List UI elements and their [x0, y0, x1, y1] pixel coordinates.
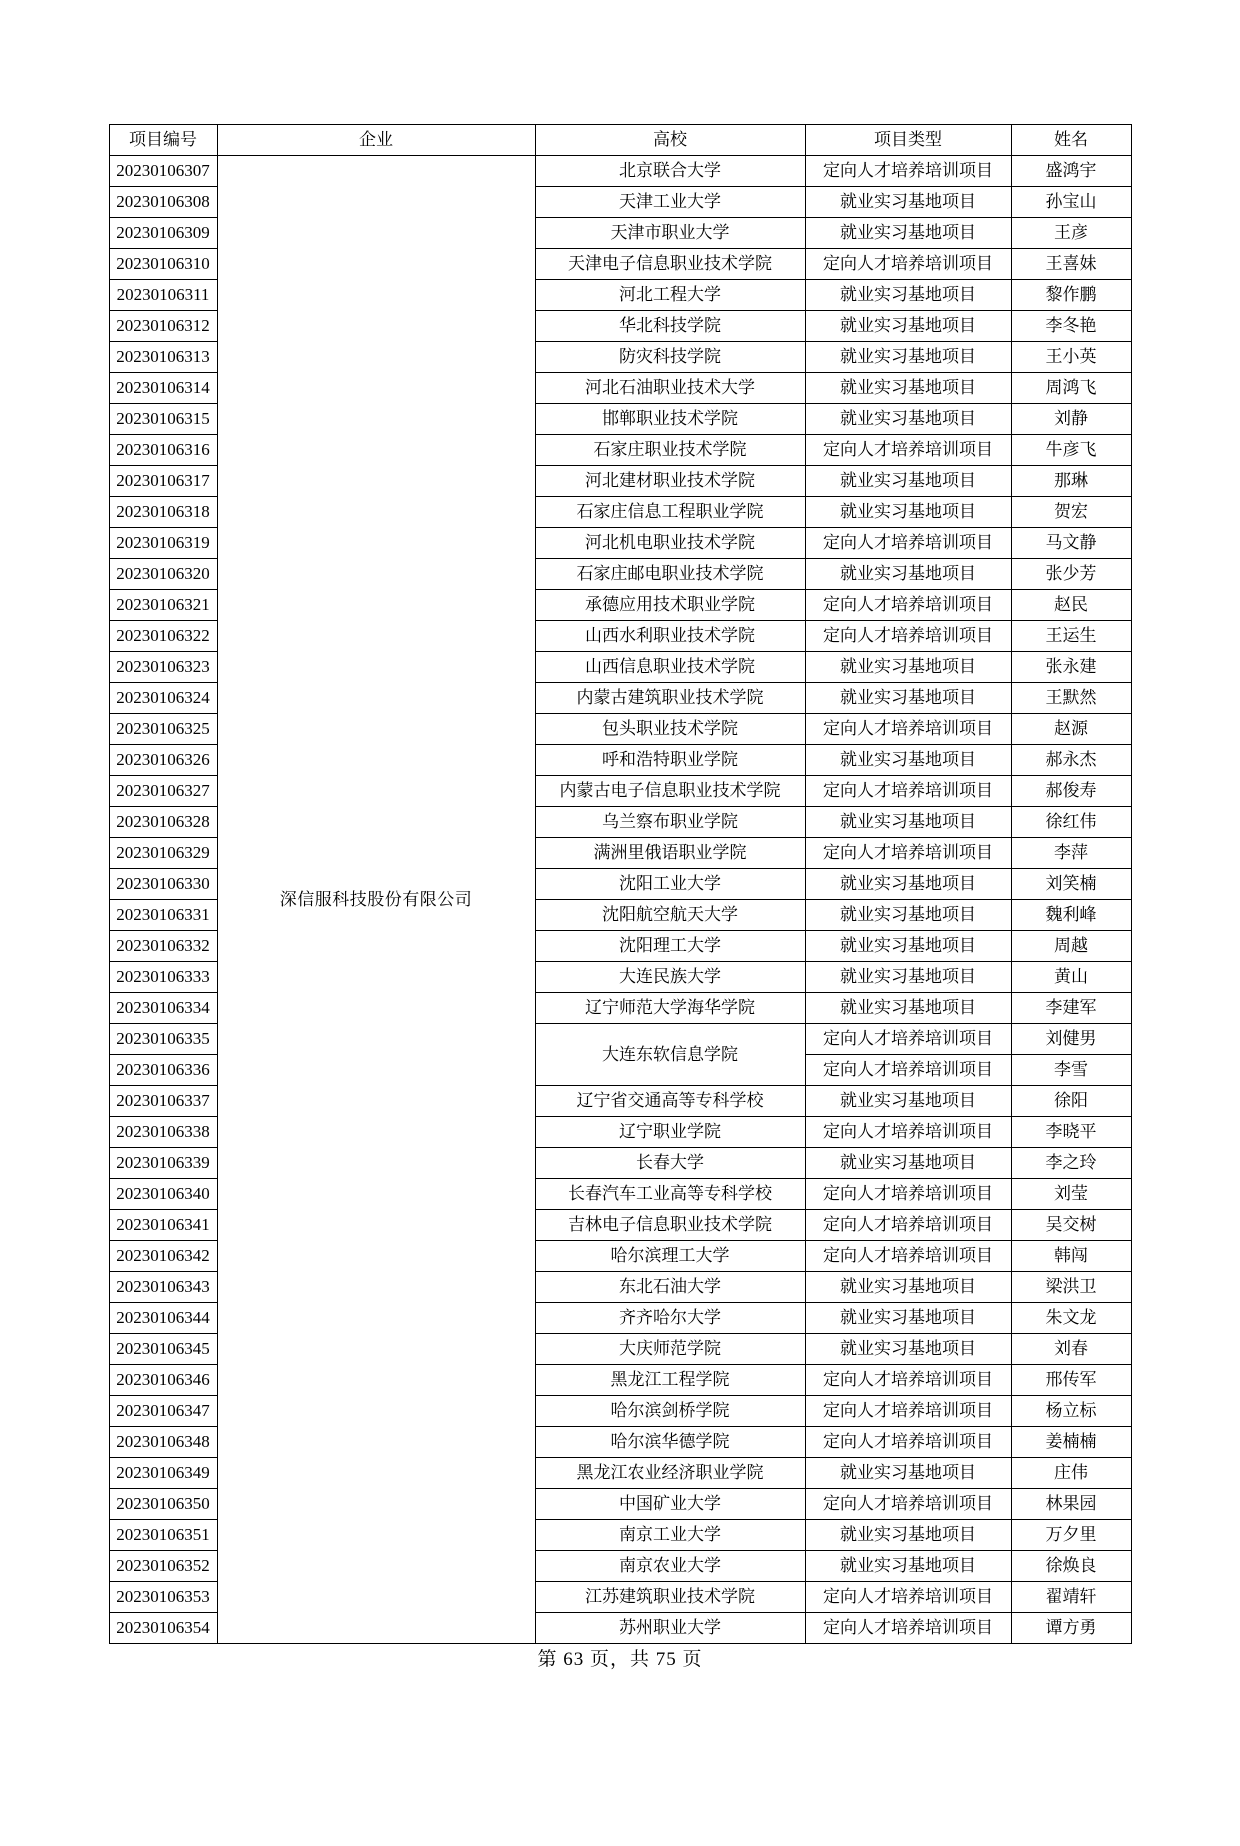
cell-person-name: 孙宝山 [1011, 187, 1131, 218]
cell-person-name: 邢传军 [1011, 1365, 1131, 1396]
cell-school: 河北机电职业技术学院 [535, 528, 805, 559]
cell-school: 哈尔滨华德学院 [535, 1427, 805, 1458]
cell-project-id: 20230106320 [109, 559, 217, 590]
cell-project-id: 20230106345 [109, 1334, 217, 1365]
cell-project-id: 20230106331 [109, 900, 217, 931]
cell-school: 华北科技学院 [535, 311, 805, 342]
cell-project-type: 定向人才培养培训项目 [805, 1365, 1011, 1396]
cell-school: 苏州职业大学 [535, 1613, 805, 1644]
cell-person-name: 黄山 [1011, 962, 1131, 993]
cell-school: 沈阳航空航天大学 [535, 900, 805, 931]
cell-project-id: 20230106317 [109, 466, 217, 497]
cell-person-name: 张永建 [1011, 652, 1131, 683]
cell-person-name: 张少芳 [1011, 559, 1131, 590]
cell-project-id: 20230106324 [109, 683, 217, 714]
cell-person-name: 盛鸿宇 [1011, 156, 1131, 187]
cell-school: 大连民族大学 [535, 962, 805, 993]
cell-person-name: 李雪 [1011, 1055, 1131, 1086]
cell-person-name: 郝俊寿 [1011, 776, 1131, 807]
cell-person-name: 谭方勇 [1011, 1613, 1131, 1644]
cell-school: 长春汽车工业高等专科学校 [535, 1179, 805, 1210]
cell-project-type: 定向人才培养培训项目 [805, 156, 1011, 187]
cell-school: 大连东软信息学院 [535, 1024, 805, 1086]
cell-school: 邯郸职业技术学院 [535, 404, 805, 435]
cell-project-id: 20230106351 [109, 1520, 217, 1551]
cell-person-name: 王小英 [1011, 342, 1131, 373]
page-footer: 第 63 页，共 75 页 [537, 1649, 703, 1670]
cell-project-id: 20230106347 [109, 1396, 217, 1427]
column-header-school: 高校 [535, 125, 805, 156]
cell-project-id: 20230106314 [109, 373, 217, 404]
cell-project-id: 20230106316 [109, 435, 217, 466]
cell-project-type: 就业实习基地项目 [805, 559, 1011, 590]
cell-project-id: 20230106311 [109, 280, 217, 311]
cell-project-type: 就业实习基地项目 [805, 807, 1011, 838]
cell-project-type: 就业实习基地项目 [805, 962, 1011, 993]
cell-project-id: 20230106330 [109, 869, 217, 900]
cell-person-name: 朱文龙 [1011, 1303, 1131, 1334]
cell-project-id: 20230106352 [109, 1551, 217, 1582]
cell-project-type: 定向人才培养培训项目 [805, 1055, 1011, 1086]
cell-project-type: 定向人才培养培训项目 [805, 1024, 1011, 1055]
cell-project-type: 就业实习基地项目 [805, 683, 1011, 714]
cell-project-id: 20230106325 [109, 714, 217, 745]
cell-project-id: 20230106353 [109, 1582, 217, 1613]
cell-project-type: 就业实习基地项目 [805, 931, 1011, 962]
cell-project-id: 20230106307 [109, 156, 217, 187]
column-header-name: 姓名 [1011, 125, 1131, 156]
cell-school: 内蒙古电子信息职业技术学院 [535, 776, 805, 807]
cell-project-id: 20230106332 [109, 931, 217, 962]
cell-school: 石家庄职业技术学院 [535, 435, 805, 466]
cell-school: 呼和浩特职业学院 [535, 745, 805, 776]
cell-person-name: 王默然 [1011, 683, 1131, 714]
cell-school: 黑龙江工程学院 [535, 1365, 805, 1396]
cell-project-type: 定向人才培养培训项目 [805, 1396, 1011, 1427]
cell-project-type: 就业实习基地项目 [805, 1520, 1011, 1551]
cell-project-id: 20230106329 [109, 838, 217, 869]
cell-person-name: 那琳 [1011, 466, 1131, 497]
cell-person-name: 周越 [1011, 931, 1131, 962]
cell-person-name: 王运生 [1011, 621, 1131, 652]
cell-project-type: 定向人才培养培训项目 [805, 1117, 1011, 1148]
cell-school: 天津工业大学 [535, 187, 805, 218]
cell-school: 南京农业大学 [535, 1551, 805, 1582]
cell-school: 辽宁师范大学海华学院 [535, 993, 805, 1024]
cell-person-name: 李之玲 [1011, 1148, 1131, 1179]
cell-project-id: 20230106339 [109, 1148, 217, 1179]
cell-school: 黑龙江农业经济职业学院 [535, 1458, 805, 1489]
cell-project-type: 定向人才培养培训项目 [805, 590, 1011, 621]
cell-school: 沈阳工业大学 [535, 869, 805, 900]
cell-project-type: 就业实习基地项目 [805, 1303, 1011, 1334]
project-table [109, 124, 1132, 1644]
cell-project-id: 20230106343 [109, 1272, 217, 1303]
cell-project-id: 20230106335 [109, 1024, 217, 1055]
cell-school: 天津电子信息职业技术学院 [535, 249, 805, 280]
cell-person-name: 牛彦飞 [1011, 435, 1131, 466]
cell-project-type: 就业实习基地项目 [805, 869, 1011, 900]
table-header-row [109, 125, 1131, 156]
cell-person-name: 马文静 [1011, 528, 1131, 559]
cell-project-id: 20230106338 [109, 1117, 217, 1148]
cell-school: 中国矿业大学 [535, 1489, 805, 1520]
cell-project-id: 20230106342 [109, 1241, 217, 1272]
cell-project-id: 20230106312 [109, 311, 217, 342]
cell-person-name: 赵民 [1011, 590, 1131, 621]
cell-person-name: 黎作鹏 [1011, 280, 1131, 311]
cell-project-type: 定向人才培养培训项目 [805, 1241, 1011, 1272]
cell-project-id: 20230106319 [109, 528, 217, 559]
cell-project-type: 定向人才培养培训项目 [805, 1582, 1011, 1613]
cell-school: 包头职业技术学院 [535, 714, 805, 745]
cell-project-type: 就业实习基地项目 [805, 342, 1011, 373]
cell-project-type: 就业实习基地项目 [805, 373, 1011, 404]
cell-project-type: 定向人才培养培训项目 [805, 838, 1011, 869]
cell-project-id: 20230106346 [109, 1365, 217, 1396]
cell-project-id: 20230106315 [109, 404, 217, 435]
cell-project-type: 就业实习基地项目 [805, 404, 1011, 435]
cell-school: 石家庄信息工程职业学院 [535, 497, 805, 528]
table-row [109, 156, 1131, 187]
cell-project-id: 20230106321 [109, 590, 217, 621]
cell-person-name: 杨立标 [1011, 1396, 1131, 1427]
cell-project-id: 20230106326 [109, 745, 217, 776]
cell-project-type: 就业实习基地项目 [805, 1551, 1011, 1582]
cell-person-name: 魏利峰 [1011, 900, 1131, 931]
cell-person-name: 万夕里 [1011, 1520, 1131, 1551]
cell-project-type: 定向人才培养培训项目 [805, 1489, 1011, 1520]
cell-school: 河北工程大学 [535, 280, 805, 311]
cell-project-id: 20230106337 [109, 1086, 217, 1117]
cell-school: 齐齐哈尔大学 [535, 1303, 805, 1334]
cell-project-id: 20230106348 [109, 1427, 217, 1458]
cell-project-id: 20230106328 [109, 807, 217, 838]
column-header-id: 项目编号 [109, 125, 217, 156]
cell-project-type: 就业实习基地项目 [805, 311, 1011, 342]
cell-person-name: 王喜妹 [1011, 249, 1131, 280]
cell-school: 承德应用技术职业学院 [535, 590, 805, 621]
cell-project-id: 20230106318 [109, 497, 217, 528]
cell-person-name: 徐红伟 [1011, 807, 1131, 838]
cell-project-type: 就业实习基地项目 [805, 218, 1011, 249]
cell-company: 深信服科技股份有限公司 [217, 156, 535, 1644]
cell-project-type: 定向人才培养培训项目 [805, 1613, 1011, 1644]
cell-person-name: 周鸿飞 [1011, 373, 1131, 404]
cell-school: 天津市职业大学 [535, 218, 805, 249]
cell-project-id: 20230106344 [109, 1303, 217, 1334]
cell-project-type: 定向人才培养培训项目 [805, 1210, 1011, 1241]
cell-project-id: 20230106308 [109, 187, 217, 218]
column-header-type: 项目类型 [805, 125, 1011, 156]
cell-project-id: 20230106327 [109, 776, 217, 807]
cell-project-id: 20230106323 [109, 652, 217, 683]
cell-project-type: 定向人才培养培训项目 [805, 1179, 1011, 1210]
cell-school: 山西水利职业技术学院 [535, 621, 805, 652]
cell-school: 大庆师范学院 [535, 1334, 805, 1365]
cell-project-type: 就业实习基地项目 [805, 187, 1011, 218]
cell-project-type: 就业实习基地项目 [805, 1334, 1011, 1365]
cell-project-type: 就业实习基地项目 [805, 497, 1011, 528]
cell-project-type: 就业实习基地项目 [805, 745, 1011, 776]
cell-person-name: 李建军 [1011, 993, 1131, 1024]
cell-project-id: 20230106334 [109, 993, 217, 1024]
cell-project-id: 20230106333 [109, 962, 217, 993]
cell-person-name: 梁洪卫 [1011, 1272, 1131, 1303]
cell-project-id: 20230106322 [109, 621, 217, 652]
cell-project-type: 定向人才培养培训项目 [805, 1427, 1011, 1458]
cell-person-name: 庄伟 [1011, 1458, 1131, 1489]
cell-project-type: 就业实习基地项目 [805, 280, 1011, 311]
cell-school: 吉林电子信息职业技术学院 [535, 1210, 805, 1241]
cell-project-id: 20230106341 [109, 1210, 217, 1241]
cell-school: 辽宁省交通高等专科学校 [535, 1086, 805, 1117]
cell-person-name: 刘春 [1011, 1334, 1131, 1365]
cell-project-type: 就业实习基地项目 [805, 1086, 1011, 1117]
cell-person-name: 刘健男 [1011, 1024, 1131, 1055]
cell-school: 河北建材职业技术学院 [535, 466, 805, 497]
cell-person-name: 李冬艳 [1011, 311, 1131, 342]
cell-project-type: 就业实习基地项目 [805, 900, 1011, 931]
cell-person-name: 徐阳 [1011, 1086, 1131, 1117]
column-header-company: 企业 [217, 125, 535, 156]
cell-person-name: 林果园 [1011, 1489, 1131, 1520]
cell-school: 山西信息职业技术学院 [535, 652, 805, 683]
cell-school: 石家庄邮电职业技术学院 [535, 559, 805, 590]
cell-project-type: 就业实习基地项目 [805, 1272, 1011, 1303]
cell-project-id: 20230106340 [109, 1179, 217, 1210]
cell-project-type: 定向人才培养培训项目 [805, 776, 1011, 807]
cell-project-id: 20230106349 [109, 1458, 217, 1489]
cell-project-id: 20230106336 [109, 1055, 217, 1086]
cell-project-id: 20230106354 [109, 1613, 217, 1644]
cell-person-name: 赵源 [1011, 714, 1131, 745]
cell-person-name: 李萍 [1011, 838, 1131, 869]
cell-school: 河北石油职业技术大学 [535, 373, 805, 404]
cell-project-type: 就业实习基地项目 [805, 652, 1011, 683]
cell-school: 辽宁职业学院 [535, 1117, 805, 1148]
cell-school: 长春大学 [535, 1148, 805, 1179]
cell-project-type: 就业实习基地项目 [805, 466, 1011, 497]
cell-project-id: 20230106350 [109, 1489, 217, 1520]
cell-person-name: 吴交树 [1011, 1210, 1131, 1241]
cell-project-type: 定向人才培养培训项目 [805, 528, 1011, 559]
cell-project-id: 20230106313 [109, 342, 217, 373]
cell-school: 满洲里俄语职业学院 [535, 838, 805, 869]
cell-project-id: 20230106309 [109, 218, 217, 249]
cell-project-type: 定向人才培养培训项目 [805, 435, 1011, 466]
cell-school: 沈阳理工大学 [535, 931, 805, 962]
cell-school: 乌兰察布职业学院 [535, 807, 805, 838]
cell-school: 江苏建筑职业技术学院 [535, 1582, 805, 1613]
cell-school: 哈尔滨剑桥学院 [535, 1396, 805, 1427]
cell-project-type: 就业实习基地项目 [805, 1458, 1011, 1489]
cell-person-name: 贺宏 [1011, 497, 1131, 528]
cell-person-name: 郝永杰 [1011, 745, 1131, 776]
cell-school: 北京联合大学 [535, 156, 805, 187]
cell-person-name: 翟靖轩 [1011, 1582, 1131, 1613]
cell-school: 哈尔滨理工大学 [535, 1241, 805, 1272]
cell-person-name: 李晓平 [1011, 1117, 1131, 1148]
cell-person-name: 刘静 [1011, 404, 1131, 435]
cell-person-name: 王彦 [1011, 218, 1131, 249]
cell-school: 防灾科技学院 [535, 342, 805, 373]
cell-school: 南京工业大学 [535, 1520, 805, 1551]
cell-person-name: 韩闯 [1011, 1241, 1131, 1272]
cell-project-type: 定向人才培养培训项目 [805, 621, 1011, 652]
cell-project-type: 定向人才培养培训项目 [805, 714, 1011, 745]
cell-project-type: 就业实习基地项目 [805, 1148, 1011, 1179]
cell-project-type: 定向人才培养培训项目 [805, 249, 1011, 280]
cell-person-name: 刘笑楠 [1011, 869, 1131, 900]
cell-person-name: 徐焕良 [1011, 1551, 1131, 1582]
cell-person-name: 姜楠楠 [1011, 1427, 1131, 1458]
cell-person-name: 刘莹 [1011, 1179, 1131, 1210]
cell-school: 东北石油大学 [535, 1272, 805, 1303]
cell-school: 内蒙古建筑职业技术学院 [535, 683, 805, 714]
cell-project-type: 就业实习基地项目 [805, 993, 1011, 1024]
cell-project-id: 20230106310 [109, 249, 217, 280]
